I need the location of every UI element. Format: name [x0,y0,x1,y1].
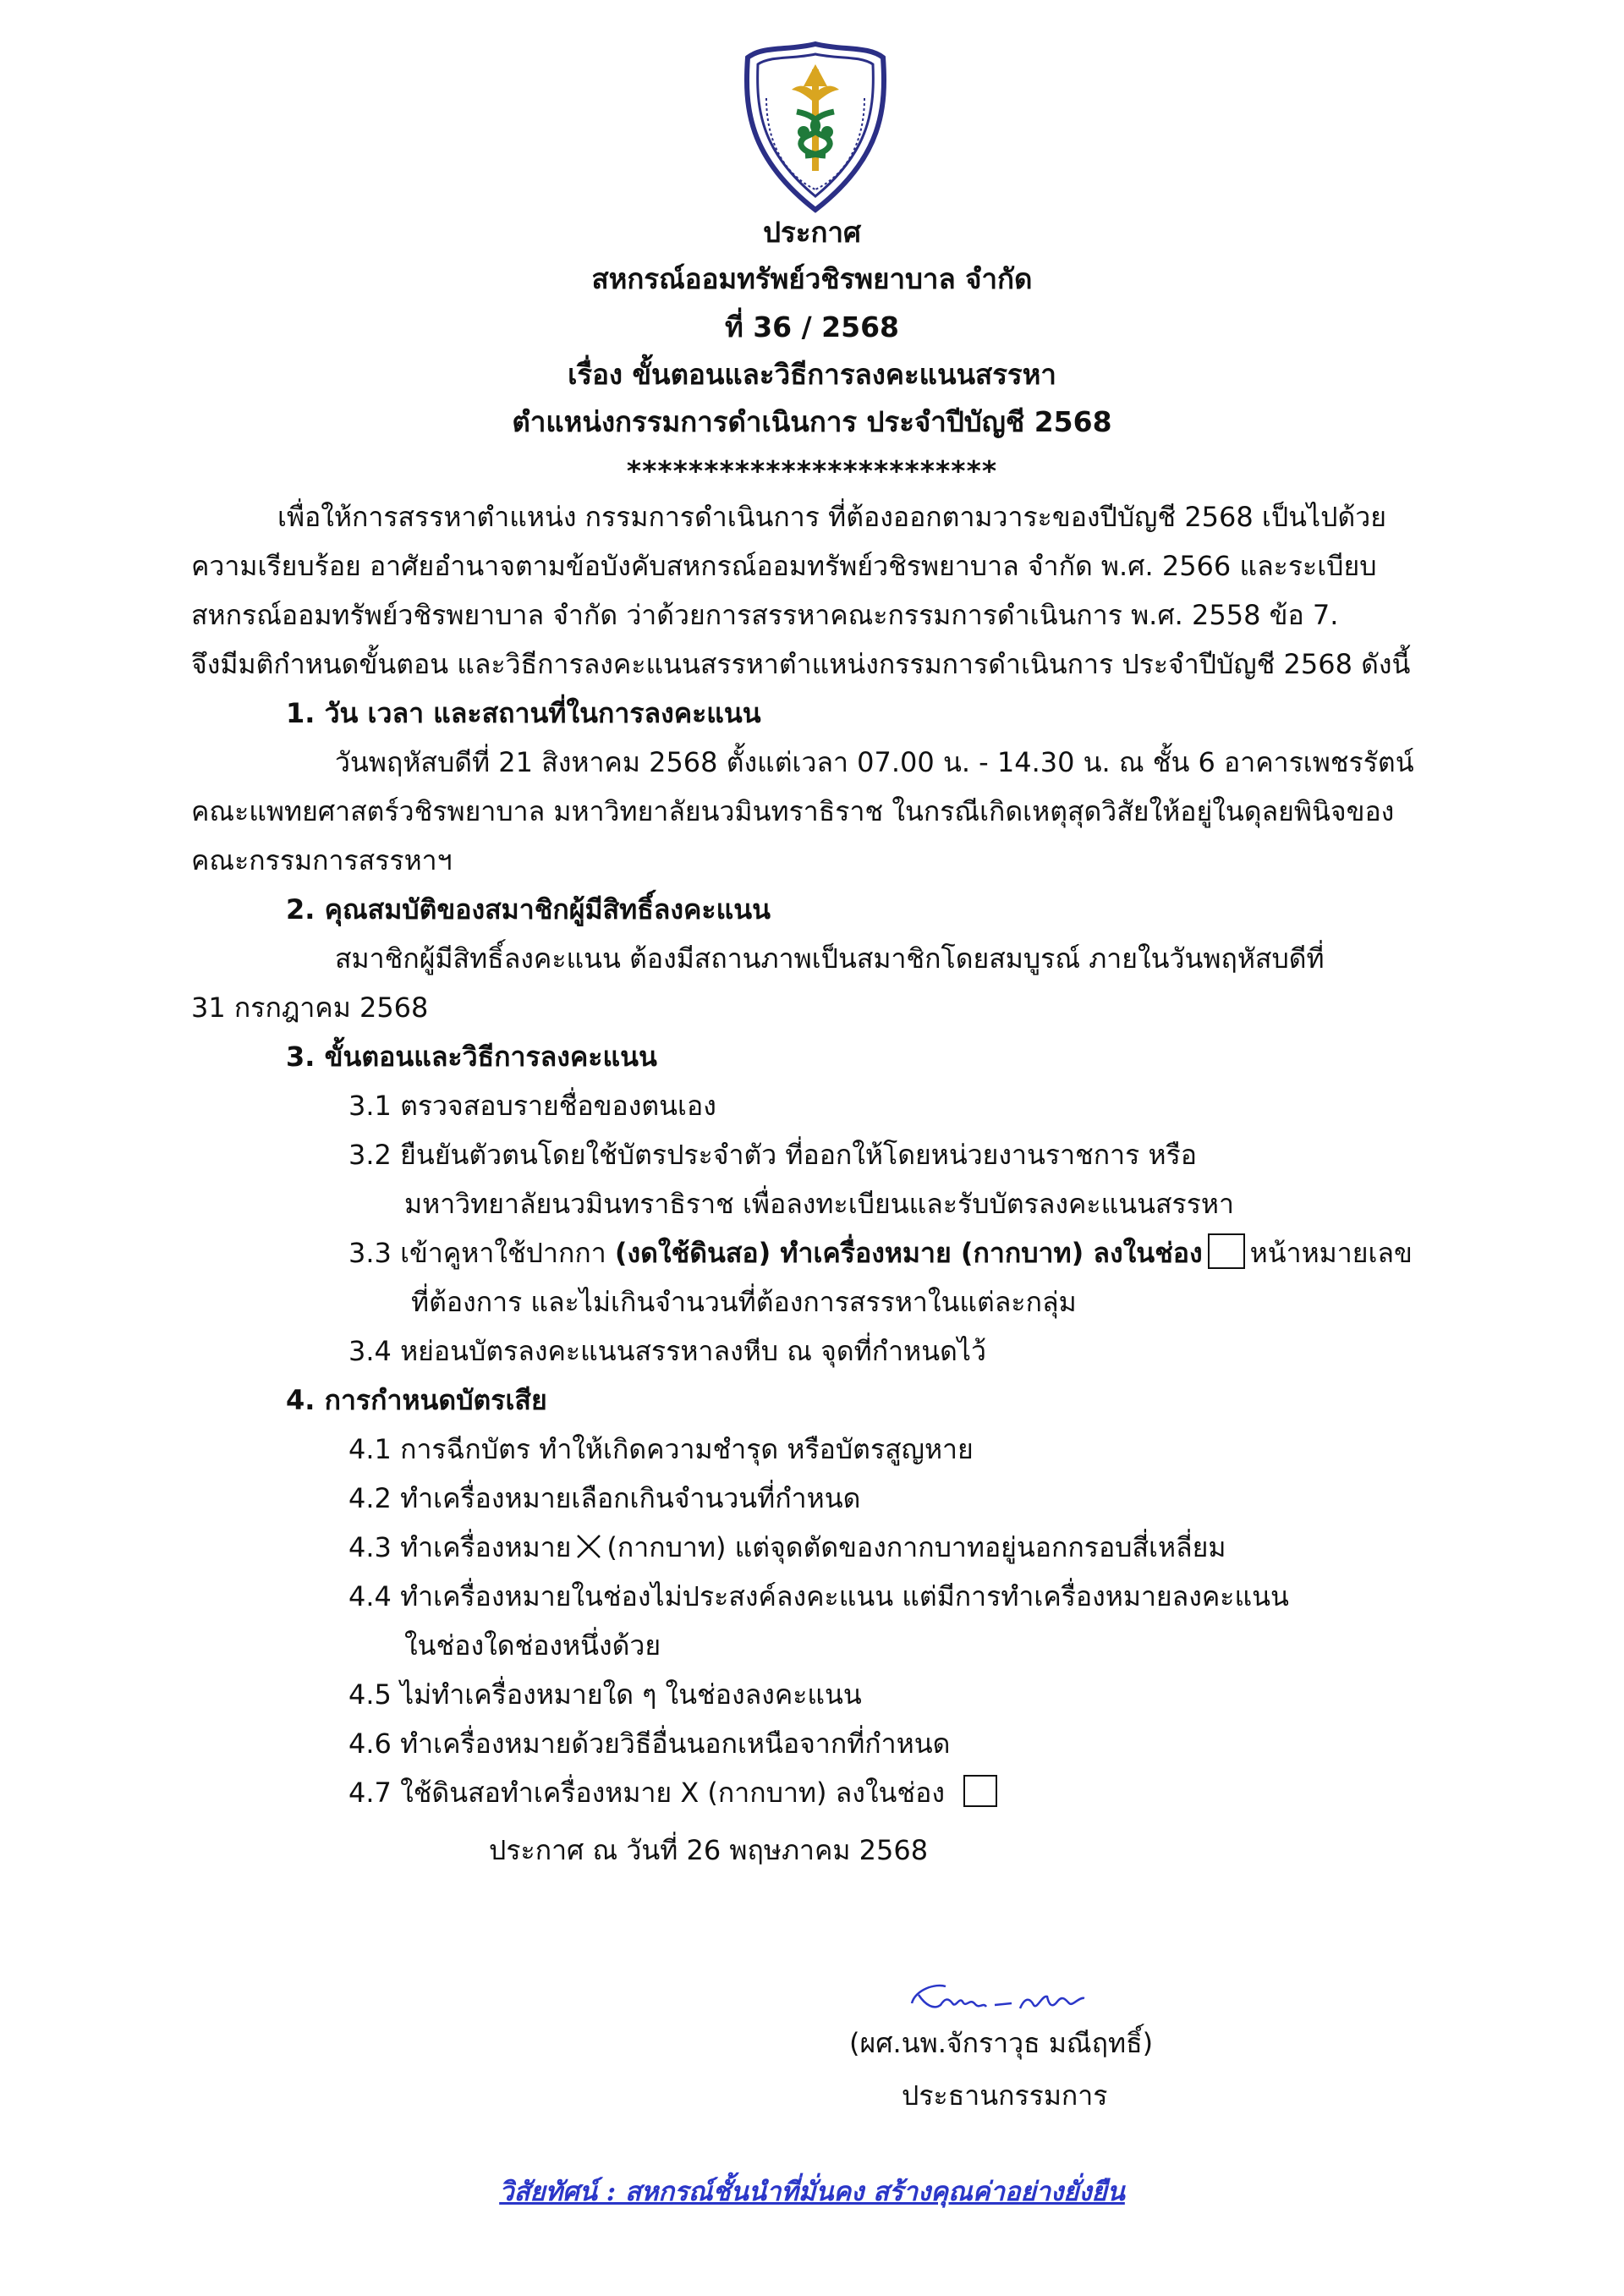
section-3-item-3 [348,1228,1413,1277]
announcement-subject-line-2: ตำแหน่งกรรมการดำเนินการ ประจำปีบัญชี 2568 [512,405,1112,438]
section-2-line-2: 31 กรกฎาคม 2568 [191,991,429,1024]
section-4-heading: 4. การกำหนดบัตรเสีย [286,1384,547,1416]
section-2-line-1: สมาชิกผู้มีสิทธิ์ลงคะแนน ต้องมีสถานภาพเป็นสมาชิกโดยสมบูรณ์ ภายในวันพฤหัสบดีที่ [335,942,1325,975]
section-2-heading: 2. คุณสมบัติของสมาชิกผู้มีสิทธิ์ลงคะแนน [286,893,771,926]
section-4-item-4: 4.4 ทำเครื่องหมายในช่องไม่ประสงค์ลงคะแนน แต่มีการทำเครื่องหมายลงคะแนน [348,1580,1289,1612]
section-1-line-3: คณะกรรมการสรรหาฯ [191,844,453,876]
announcement-number: ที่ 36 / 2568 [724,310,900,343]
section-4-item-5: 4.5 ไม่ทำเครื่องหมายใด ๆ ในช่องลงคะแนน [348,1678,862,1711]
section-4-item-2: 4.2 ทำเครื่องหมายเลือกเกินจำนวนที่กำหนด [348,1482,861,1514]
separator-stars: ************************ [626,454,998,487]
section-4-item-4-cont: ในช่องใดช่องหนึ่งด้วย [404,1629,661,1662]
section-4-item-7 [348,1768,1002,1817]
section-3-heading: 3. ขั้นตอนและวิธีการลงคะแนน [286,1041,657,1073]
announcement-subject: เรื่อง ขั้นตอนและวิธีการลงคะแนนสรรหา [568,358,1056,391]
intro-line-1: เพื่อให้การสรรหาตำแหน่ง กรรมการดำเนินการ ที่ต้องออกตามวาระของปีบัญชี 2568 เป็นไปด้วย [277,501,1386,533]
cross-mark-icon [574,1532,603,1561]
intro-line-4: จึงมีมติกำหนดขั้นตอน และวิธีการลงคะแนนสรรหาตำแหน่งกรรมการดำเนินการ ประจำปีบัญชี 2568 ดังนี้ [191,648,1411,680]
section-3-item-2-cont: มหาวิทยาลัยนวมินทราธิราช เพื่อลงทะเบียนและรับบัตรลงคะแนนสรรหา [404,1188,1234,1220]
vision-statement: วิสัยทัศน์ : สหกรณ์ชั้นนำที่มั่นคง สร้างคุณค่าอย่างยั่งยืน [499,2177,1125,2207]
checkbox-square-icon [963,1775,997,1807]
intro-line-3: สหกรณ์ออมทรัพย์วชิรพยาบาล จำกัด ว่าด้วยการสรรหาคณะกรรมการดำเนินการ พ.ศ. 2558 ข้อ 7. [191,599,1339,631]
organization-name: สหกรณ์ออมทรัพย์วชิรพยาบาล จำกัด [591,262,1033,295]
section-4-item-1: 4.1 การฉีกบัตร ทำให้เกิดความชำรุด หรือบัตรสูญหาย [348,1433,974,1465]
section-3-item-3-tail: หน้าหมายเลข [1249,1237,1413,1269]
section-4-item-3 [348,1523,1226,1572]
section-4-item-7-text: 4.7 ใช้ดินสอทำเครื่องหมาย X (กากบาท) ลงในช่อง [348,1777,945,1809]
organization-logo [741,39,890,215]
section-4-item-6: 4.6 ทำเครื่องหมายด้วยวิธีอื่นนอกเหนือจากที่กำหนด [348,1727,951,1760]
section-4-item-3-text: 4.3 ทำเครื่องหมาย [348,1531,572,1563]
announcement-date: ประกาศ ณ วันที่ 26 พฤษภาคม 2568 [489,1834,929,1866]
section-1-line-1: วันพฤหัสบดีที่ 21 สิงหาคม 2568 ตั้งแต่เวลา 07.00 น. - 14.30 น. ณ ชั้น 6 อาคารเพชรรัตน์ [335,746,1414,778]
section-3-item-4: 3.4 หย่อนบัตรลงคะแนนสรรหาลงหีบ ณ จุดที่กำหนดไว้ [348,1335,986,1367]
signer-name: (ผศ.นพ.จักราวุธ มณีฤทธิ์) [849,2027,1154,2059]
section-1-heading: 1. วัน เวลา และสถานที่ในการลงคะแนน [286,697,761,729]
section-3-item-3-text: 3.3 เข้าคูหาใช้ปากกา [348,1237,615,1269]
section-3-item-2: 3.2 ยืนยันตัวตนโดยใช้บัตรประจำตัว ที่ออกให้โดยหน่วยงานราชการ หรือ [348,1139,1197,1171]
section-3-item-3-cont: ที่ต้องการ และไม่เกินจำนวนที่ต้องการสรรหาในแต่ละกลุ่ม [411,1286,1077,1318]
announcement-title: ประกาศ [763,216,861,249]
intro-line-2: ความเรียบร้อย อาศัยอำนาจตามข้อบังคับสหกรณ์ออมทรัพย์วชิรพยาบาล จำกัด พ.ศ. 2566 และระเบียบ [191,550,1377,582]
section-4-item-3-tail: (กากบาท) แต่จุดตัดของกากบาทอยู่นอกกรอบสี่เหลี่ยม [606,1531,1226,1563]
checkbox-square-icon [1208,1233,1245,1269]
signer-title: ประธานกรรมการ [902,2079,1108,2112]
section-3-item-1: 3.1 ตรวจสอบรายชื่อของตนเอง [348,1090,716,1122]
section-3-item-3-bold: (งดใช้ดินสอ) ทำเครื่องหมาย (กากบาท) ลงในช่อง [614,1237,1203,1269]
section-1-line-2: คณะแพทยศาสตร์วชิรพยาบาล มหาวิทยาลัยนวมินทราธิราช ในกรณีเกิดเหตุสุดวิสัยให้อยู่ในดุลยพินิจของ [191,795,1395,827]
